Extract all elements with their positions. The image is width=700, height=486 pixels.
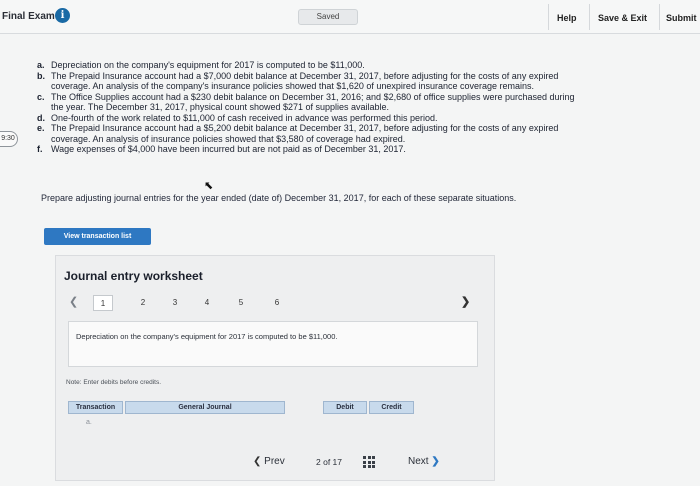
mouse-cursor-icon: ⬉	[204, 180, 214, 192]
problem-text: Depreciation on the company's equipment for 2017 is computed to be $11,000.	[51, 60, 365, 70]
chevron-left-icon: ❮	[253, 456, 262, 467]
problem-text: The Prepaid Insurance account had a $7,000 debit balance at December 31, 2017, before adjusting for the costs of any expired coverage. An analysis of the company's insurance policies showed that $1,620 of unexpired insurance coverage remains.	[51, 70, 559, 91]
transaction-description-box	[68, 321, 478, 367]
problem-item-b	[37, 71, 697, 92]
prev-label: Prev	[264, 456, 285, 467]
help-button[interactable]: Help	[557, 13, 577, 23]
page-tab-3[interactable]: 3	[172, 298, 178, 307]
chevron-right-icon[interactable]: ❯	[461, 296, 471, 308]
page-tab-4[interactable]: 4	[204, 298, 210, 307]
worksheet-pager	[56, 295, 496, 311]
saved-status: Saved	[298, 9, 358, 25]
top-bar	[0, 0, 700, 34]
page-tab-6[interactable]: 6	[274, 298, 280, 307]
view-transaction-list-button[interactable]: View transaction list	[44, 228, 151, 245]
problem-list	[37, 60, 697, 155]
column-header-credit: Credit	[369, 401, 414, 414]
problem-item-e	[37, 123, 697, 144]
column-header-transaction: Transaction	[68, 401, 123, 414]
column-header-debit: Debit	[323, 401, 367, 414]
column-header-general-journal: General Journal	[125, 401, 285, 414]
problem-letter: c.	[37, 91, 45, 102]
next-button[interactable]	[408, 456, 440, 467]
note-text: Note: Enter debits before credits.	[66, 379, 162, 386]
question-navigation	[56, 456, 496, 472]
problem-text: The Prepaid Insurance account had a $5,200 debit balance at December 31, 2017, before adjusting for the costs of any expired coverage. An analysis of insurance policies showed that $3,580 of coverage had expired.	[51, 123, 559, 144]
page-count: 2 of 17	[316, 457, 342, 467]
exam-title: Final Exam	[2, 11, 55, 22]
submit-button[interactable]: Submit	[666, 13, 697, 23]
info-icon[interactable]: i	[55, 8, 70, 23]
problem-letter: f.	[37, 144, 43, 154]
problem-letter: e.	[37, 123, 45, 133]
journal-table	[68, 401, 418, 433]
next-label: Next	[408, 456, 429, 467]
problem-text: One-fourth of the work related to $11,000 of cash received in advance was performed this period.	[51, 112, 438, 123]
grid-icon[interactable]	[363, 456, 375, 468]
problem-item-f	[37, 144, 697, 155]
problem-letter: d.	[37, 112, 45, 123]
divider	[659, 4, 660, 30]
problem-text: Wage expenses of $4,000 have been incurred but are not paid as of December 31, 2017.	[51, 144, 406, 154]
page-tab-2[interactable]: 2	[140, 298, 146, 307]
table-row-letter: a.	[86, 419, 92, 426]
chevron-right-icon: ❯	[431, 456, 440, 467]
problem-item-c	[37, 92, 697, 113]
worksheet-title: Journal entry worksheet	[64, 269, 203, 283]
problem-letter: a.	[37, 60, 45, 70]
instruction-text: Prepare adjusting journal entries for the year ended (date of) December 31, 2017, for each of these separate situations.	[41, 193, 517, 203]
problem-item-a	[37, 60, 697, 71]
side-timer-tab[interactable]: 9:30	[0, 131, 18, 147]
journal-entry-worksheet	[55, 255, 495, 481]
divider	[589, 4, 590, 30]
problem-text: The Office Supplies account had a $230 debit balance on December 31, 2016; and $2,680 of office supplies were purchased during the year. The December 31, 2017, physical count showed $271 of supplies available.	[51, 91, 575, 112]
prev-button[interactable]	[253, 456, 285, 467]
page-tab-1[interactable]: 1	[93, 295, 113, 311]
transaction-description: Depreciation on the company's equipment for 2017 is computed to be $11,000.	[76, 332, 338, 341]
save-exit-button[interactable]: Save & Exit	[598, 13, 648, 23]
divider	[548, 4, 549, 30]
page-tab-5[interactable]: 5	[238, 298, 244, 307]
problem-letter: b.	[37, 70, 45, 81]
chevron-left-icon[interactable]: ❮	[69, 296, 79, 308]
problem-item-d	[37, 113, 697, 124]
